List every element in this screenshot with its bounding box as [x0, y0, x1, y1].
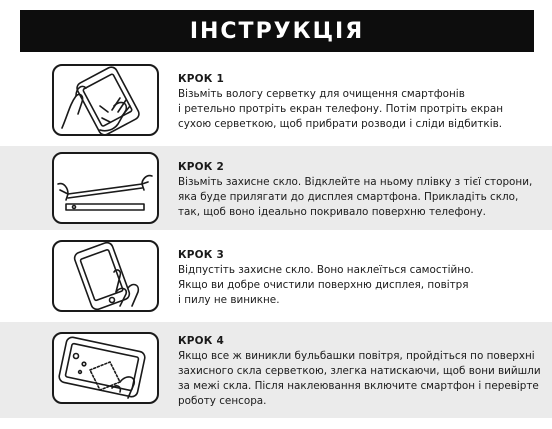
hand-wiping-phone-icon: [52, 64, 159, 136]
step-3-line: Якщо ви добре очистили поверхню дисплея, повітря: [178, 279, 469, 291]
step-1-title: КРОК 1: [178, 73, 224, 85]
step-4-line: захисного скла серветкою, злегка натискаючи, щоб вони вийшли: [178, 365, 541, 377]
step-3: [0, 234, 552, 318]
step-4-line: роботу сенсора.: [178, 395, 267, 407]
step-2-line: яка буде прилягати до дисплея смартфона. Прикладіть скло,: [178, 191, 519, 203]
step-3-line: і пилу не виникне.: [178, 294, 280, 306]
step-1: [0, 58, 552, 142]
step-4-line: Якщо все ж виникли бульбашки повітря, пройдіться по поверхні: [178, 350, 535, 362]
step-3-line: Відпустіть захисне скло. Воно наклеїться самостійно.: [178, 264, 474, 276]
step-2-line: Візьміть захисне скло. Відклейте на ньому плівку з тієї сторони,: [178, 176, 533, 188]
finger-pressing-phone-icon: [52, 240, 159, 312]
step-1-line: Візьміть вологу серветку для очищення смартфонів: [178, 88, 465, 100]
step-4-line: за межі скла. Після наклеювання включите смартфон і перевірте: [178, 380, 539, 392]
step-1-line: сухою серветкою, щоб прибрати розводи і сліди відбитків.: [178, 118, 503, 130]
step-3-text: [178, 263, 474, 308]
step-1-line: і ретельно протріть екран телефону. Потім протріть екран: [178, 103, 504, 115]
step-2-text: [178, 175, 532, 220]
page-title: ІНСТРУКЦІЯ: [189, 18, 365, 44]
step-4-title: КРОК 4: [178, 335, 224, 347]
step-3-title: КРОК 3: [178, 249, 224, 261]
step-4-text: [178, 349, 541, 409]
step-2-title: КРОК 2: [178, 161, 224, 173]
step-4: [0, 322, 552, 418]
cloth-removing-bubbles-icon: [52, 332, 159, 404]
step-2: [0, 146, 552, 230]
step-1-text: [178, 87, 503, 132]
header-banner: [20, 10, 534, 52]
glass-applying-icon: [52, 152, 159, 224]
step-2-line: так, щоб воно ідеально покривало поверхню телефону.: [178, 206, 486, 218]
